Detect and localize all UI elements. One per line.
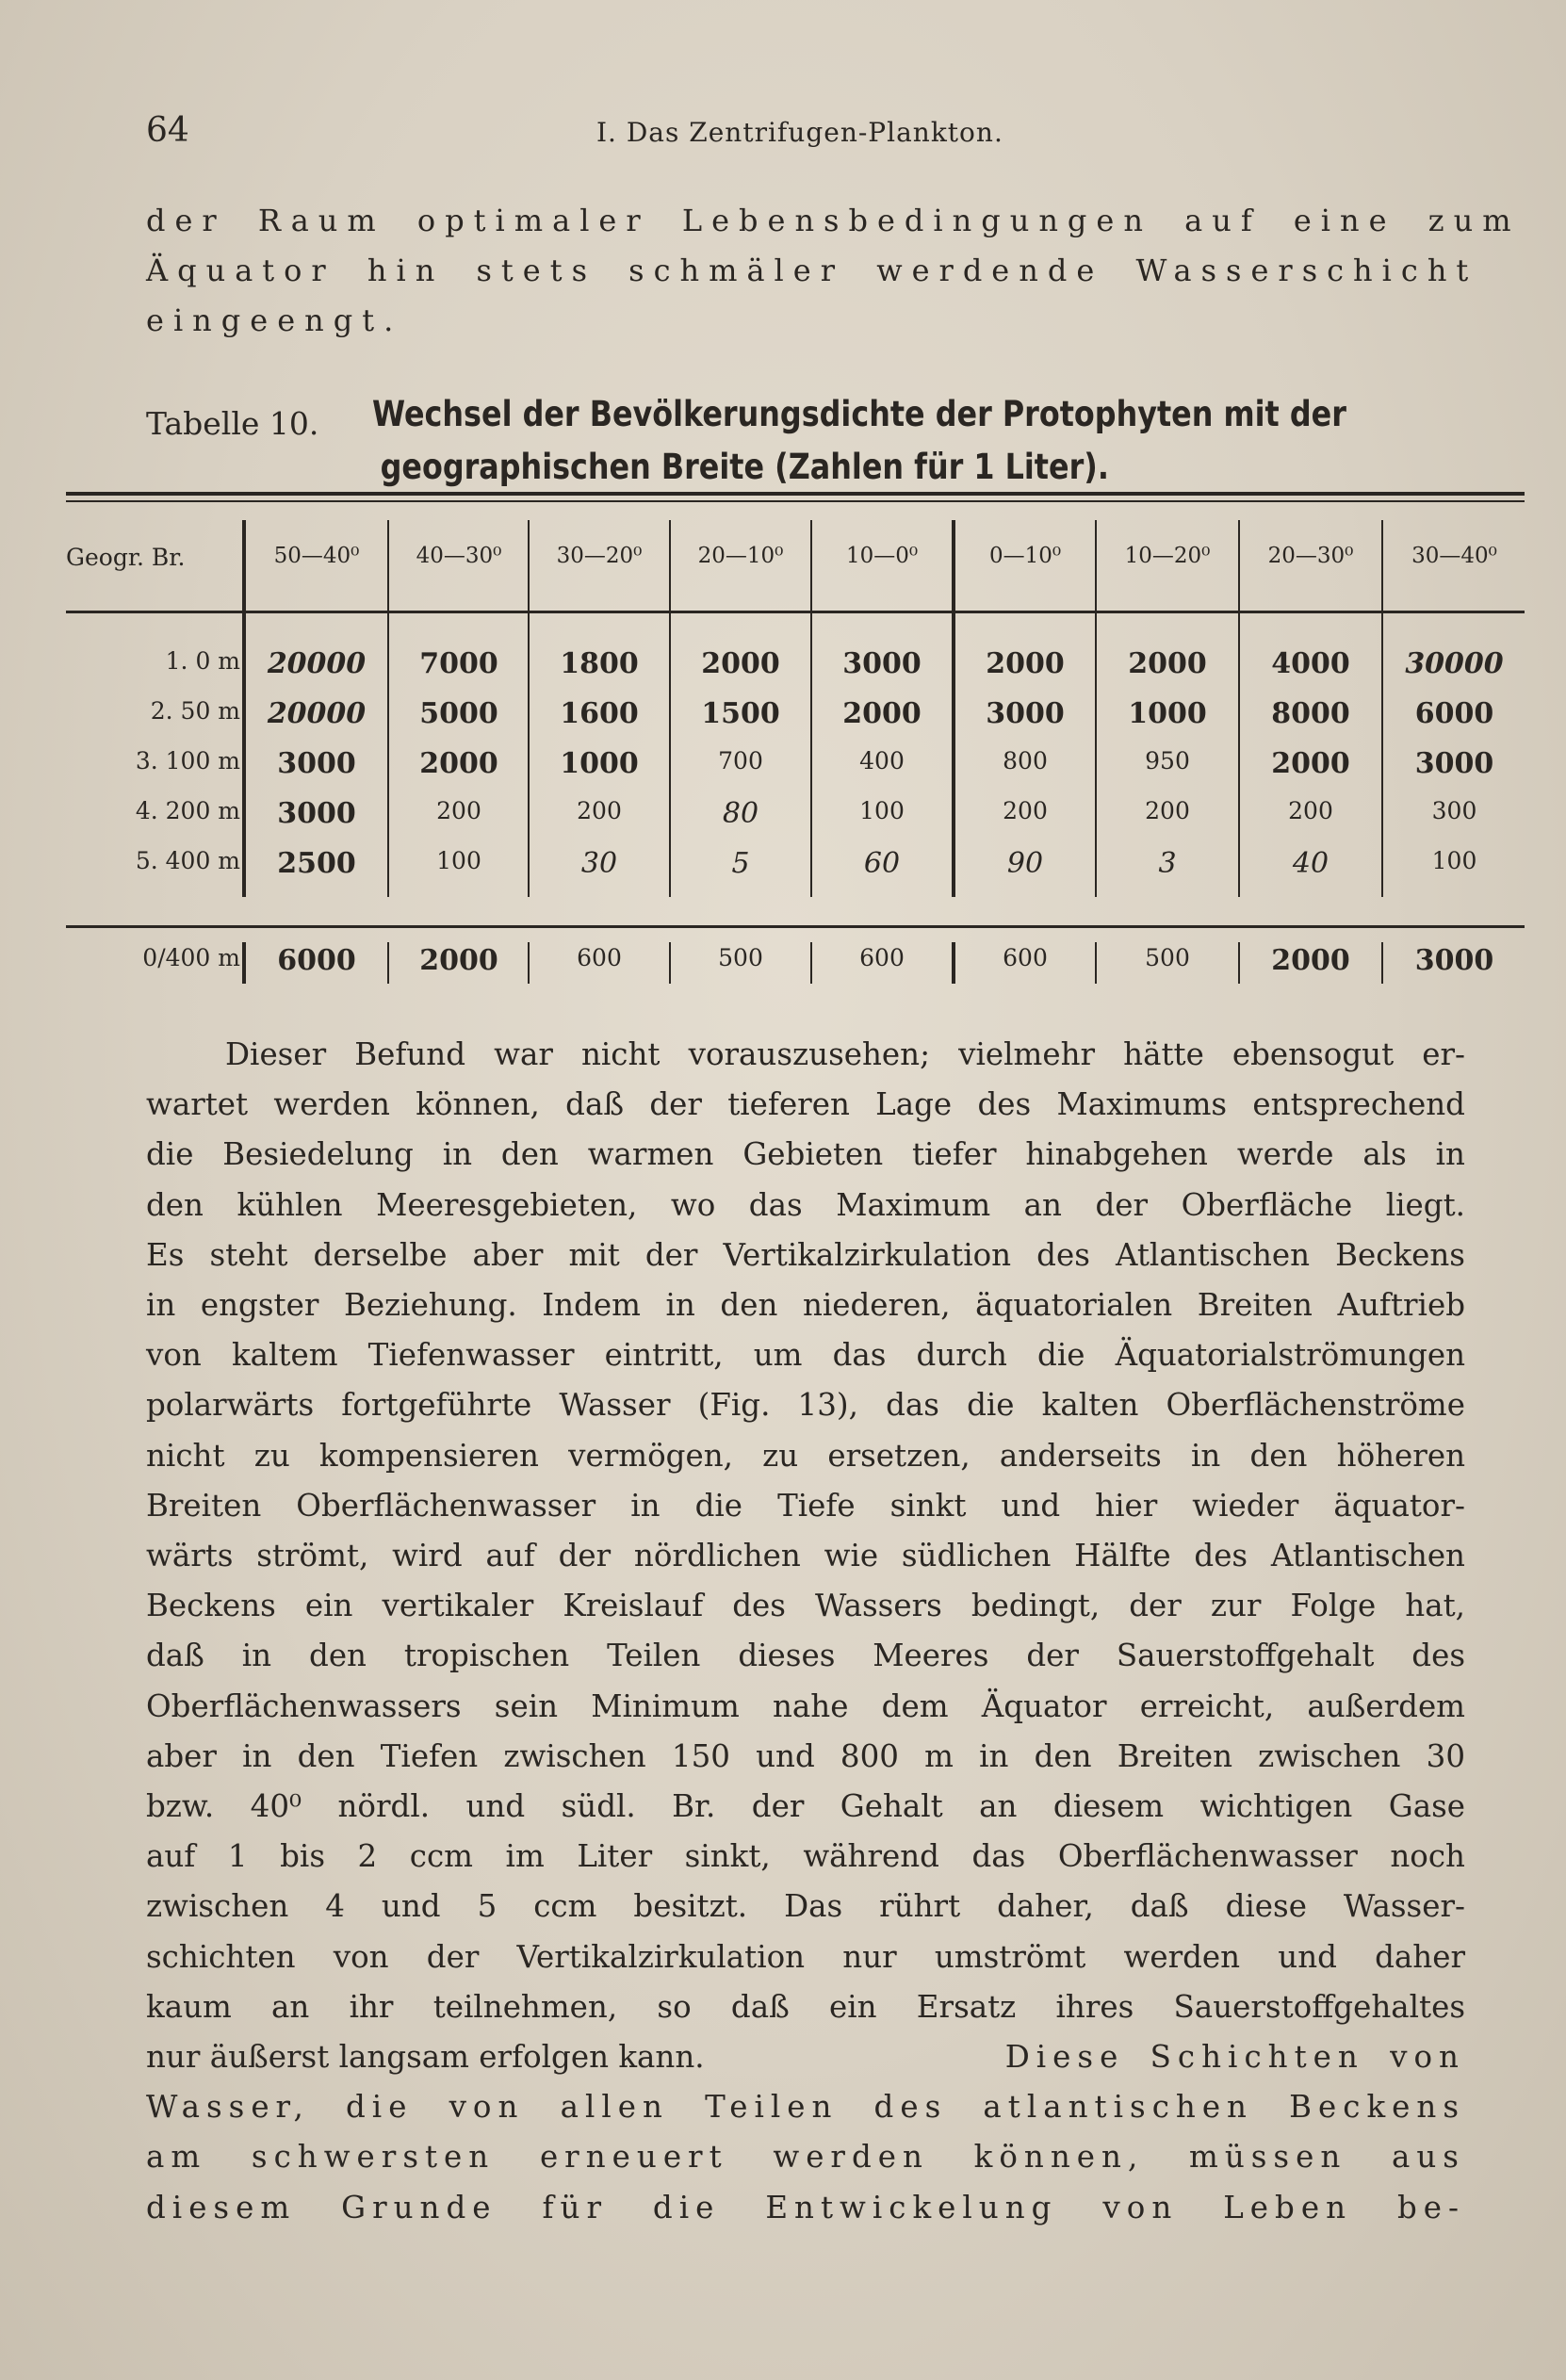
table-cell: 4000 [1271,647,1350,680]
text-line: von kaltem Tiefenwasser eintritt, um das durch die Äquatorialströmungen [146,1337,1465,1374]
table-cell: 100 [859,797,905,824]
text-line: nicht zu kompensieren vermögen, zu ersetzen, anderseits in den höheren [146,1437,1465,1474]
column-header: 20—10⁰ [697,544,784,568]
table-title [372,388,1346,494]
text-line: aber in den Tiefen zwischen 150 und 800 m in den Breiten zwischen 30 [146,1737,1465,1774]
table-caption [146,388,1465,492]
table-cell: 1000 [1128,697,1207,730]
table-cell: 700 [718,747,763,774]
row-header-label: Geogr. Br. [66,544,186,571]
table-rule [66,925,1525,928]
text-line: zwischen 4 und 5 ccm besitzt. Das rührt daher, daß diese Wasser- [146,1888,1465,1925]
table-row [66,747,1525,794]
column-header: 10—20⁰ [1124,544,1211,568]
text-line: polarwärts fortgeführte Wasser (Fig. 13), das die kalten Oberflächenströme [146,1387,1465,1424]
text-line: die Besiedelung in den warmen Gebieten tiefer hinabgehen werde als in [146,1136,1465,1173]
table-cell: 100 [1431,847,1477,874]
text-line: Dieser Befund war nicht vorauszusehen; vielmehr hätte ebensogut er- [225,1036,1465,1072]
intro-line: Äquator hin stets schmäler werdende Wasserschicht [146,253,1478,288]
table-cell: 100 [436,847,481,874]
table-cell: 2000 [1271,747,1350,780]
text-line: wärts strömt, wird auf der nördlichen wie südlichen Hälfte des Atlantischen [146,1538,1465,1574]
row-label: 0/400 m [142,944,240,971]
page-number: 64 [146,111,189,150]
text-segment: nur äußerst langsam erfolgen kann. [146,2039,705,2076]
table-cell: 6000 [277,944,356,977]
table-cell: 80 [722,797,759,830]
table-cell: 200 [436,797,481,824]
text-line: Wasser, die von allen Teilen des atlantischen Beckens [146,2089,1465,2126]
table-cell: 2000 [419,944,498,977]
table-cell: 600 [1003,944,1048,971]
table-cell: 200 [577,797,622,824]
text-line: daß in den tropischen Teilen dieses Meeres der Sauerstoffgehalt des [146,1638,1465,1674]
table-cell: 30000 [1405,647,1504,680]
text-line: Oberflächenwassers sein Minimum nahe dem Äquator erreicht, außerdem [146,1687,1465,1724]
table-cell: 3000 [1414,944,1494,977]
table-rule [66,500,1525,502]
intro-line: der Raum optimaler Lebensbedingungen auf eine zum [146,203,1521,238]
text-line: auf 1 bis 2 ccm im Liter sinkt, während das Oberflächenwasser noch [146,1838,1465,1875]
column-header: 10—0⁰ [845,544,919,568]
text-line: wartet werden können, daß der tieferen Lage des Maximums entsprechend [146,1086,1465,1123]
row-label: 4. 200 m [135,797,240,824]
table-cell: 2000 [1271,944,1350,977]
table-cell: 3 [1158,847,1177,880]
table-cell: 950 [1145,747,1190,774]
table-rule [66,492,1525,496]
text-line: schichten von der Vertikalzirkulation nur umströmt werden und daher [146,1938,1465,1975]
table-row [66,797,1525,844]
text-line: in engster Beziehung. Indem in den niederen, äquatorialen Breiten Auftrieb [146,1287,1465,1324]
table-cell: 1800 [560,647,639,680]
table-cell: 3000 [842,647,922,680]
text-segment-spaced: Diese Schichten von [1004,2039,1465,2076]
table-cell: 2500 [277,847,356,880]
table-cell: 5000 [419,697,498,730]
table-cell: 90 [1006,847,1044,880]
column-header: 30—20⁰ [556,544,643,568]
column-header: 0—10⁰ [988,544,1062,568]
text-line: den kühlen Meeresgebieten, wo das Maximum an der Oberfläche liegt. [146,1186,1465,1223]
table-cell: 7000 [419,647,498,680]
table-cell: 2000 [701,647,780,680]
table-title-line: Wechsel der Bevölkerungsdichte der Protophyten mit der [372,394,1346,434]
text-line: Breiten Oberflächenwasser in die Tiefe sinkt und hier wieder äquator- [146,1487,1465,1524]
table-cell: 30 [580,847,618,880]
table-cell: 5 [731,847,750,880]
row-label: 1. 0 m [165,647,240,675]
table-cell: 1600 [560,697,639,730]
column-header: 30—40⁰ [1411,544,1497,568]
table-cell: 400 [859,747,905,774]
table-row [66,697,1525,744]
table-cell: 600 [577,944,622,971]
table-title-line: geographischen Breite (Zahlen für 1 Liter). [380,447,1109,487]
running-head: I. Das Zentrifugen-Plankton. [596,117,1003,148]
text-line: bzw. 40⁰ nördl. und südl. Br. der Gehalt an diesem wichtigen Gase [146,1788,1465,1825]
column-header: 20—30⁰ [1267,544,1354,568]
table-header-row [66,544,1525,591]
table-cell: 20000 [267,647,367,680]
table-cell: 40 [1292,847,1329,880]
table-label: Tabelle 10. [146,405,319,442]
table-cell: 8000 [1271,697,1350,730]
row-label: 5. 400 m [135,847,240,874]
table-cell: 6000 [1414,697,1494,730]
table-cell: 2000 [419,747,498,780]
intro-line: eingeengt. [146,302,403,338]
table-row [66,647,1525,694]
text-line [146,2032,1465,2082]
table-cell: 60 [863,847,901,880]
table-cell: 600 [859,944,905,971]
table-cell: 20000 [267,697,367,730]
density-table [66,492,1525,991]
table-cell: 500 [1145,944,1190,971]
intro-paragraph [146,196,1521,346]
table-cell: 200 [1003,797,1048,824]
table-cell: 300 [1431,797,1477,824]
table-cell: 1500 [701,697,780,730]
text-line: kaum an ihr teilnehmen, so daß ein Ersatz ihres Sauerstoffgehaltes [146,1988,1465,2025]
table-cell: 200 [1288,797,1333,824]
table-mean-row [66,944,1525,991]
table-cell: 200 [1145,797,1190,824]
table-rule [66,611,1525,613]
table-row [66,847,1525,894]
table-cell: 1000 [560,747,639,780]
page-header [146,111,1465,158]
table-cell: 800 [1003,747,1048,774]
table-cell: 2000 [1128,647,1207,680]
column-header: 50—40⁰ [273,544,360,568]
text-line: Es steht derselbe aber mit der Vertikalzirkulation des Atlantischen Beckens [146,1236,1465,1273]
text-line: am schwersten erneuert werden können, müssen aus [146,2139,1465,2176]
column-header: 40—30⁰ [416,544,502,568]
row-label: 3. 100 m [135,747,240,774]
body-paragraph [146,1030,1465,2233]
table-cell: 3000 [277,797,356,830]
table-cell: 2000 [842,697,922,730]
table-cell: 2000 [986,647,1065,680]
table-cell: 3000 [1414,747,1494,780]
table-cell: 3000 [277,747,356,780]
text-line: Beckens ein vertikaler Kreislauf des Wassers bedingt, der zur Folge hat, [146,1588,1465,1624]
row-label: 2. 50 m [150,697,240,725]
text-line: diesem Grunde für die Entwickelung von Leben be- [146,2189,1465,2225]
table-cell: 3000 [986,697,1065,730]
table-cell: 500 [718,944,763,971]
